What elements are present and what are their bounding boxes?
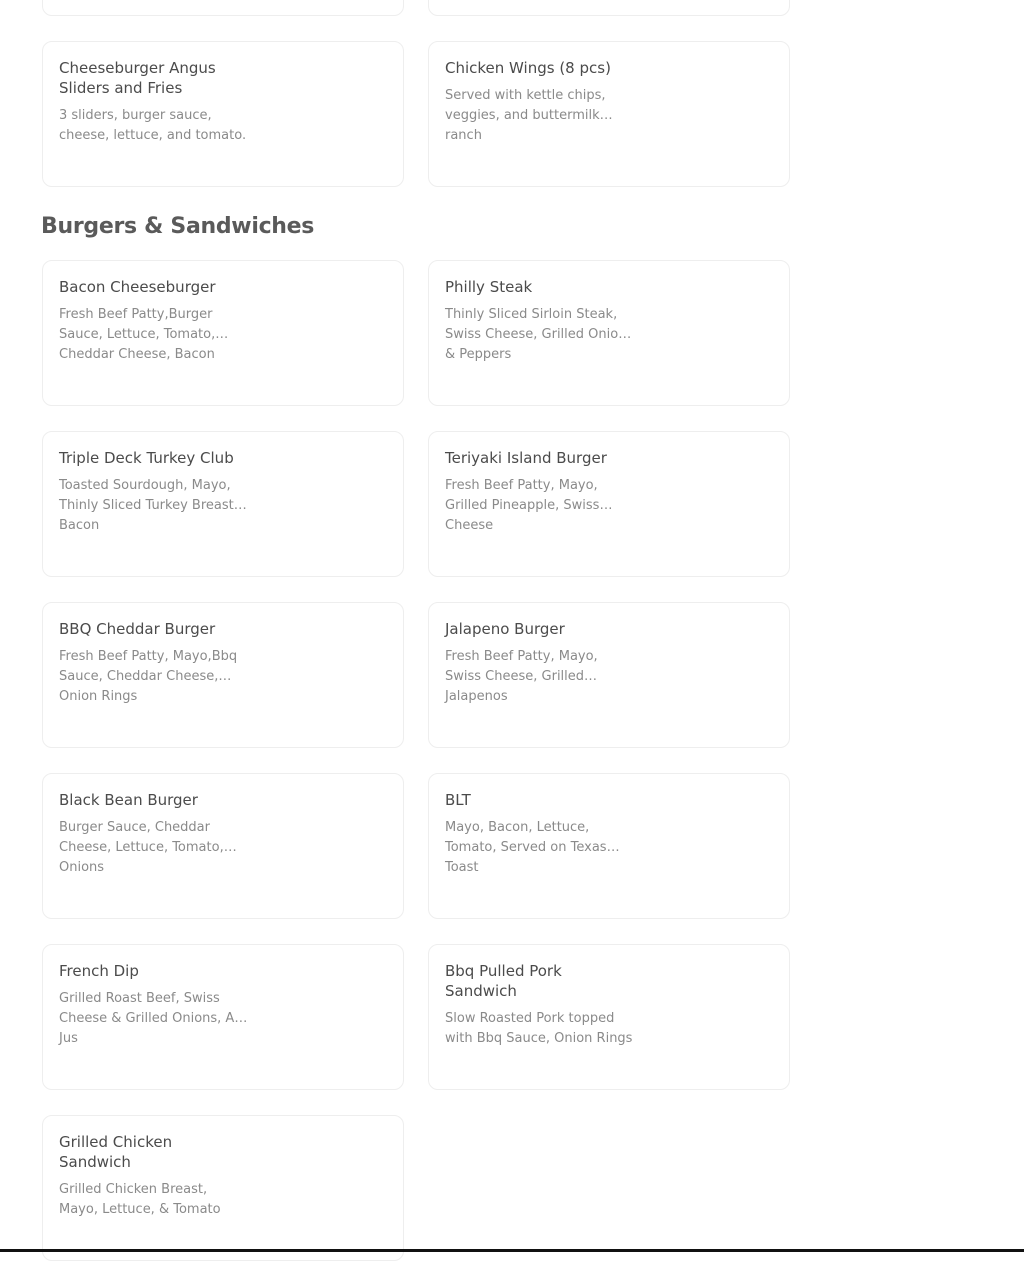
menu-item-description: Grilled Roast Beef, Swiss Cheese & Grilled Onions, Au Jus: [59, 991, 243, 1046]
menu-item-card[interactable]: [42, 41, 404, 187]
menu-item-description: Grilled Chicken Breast, Mayo, Lettuce, & Tomato: [59, 1182, 221, 1217]
menu-item-name: Jalapeno Burger: [445, 620, 565, 638]
menu-item-description: Slow Roasted Pork topped with Bbq Sauce, Onion Rings: [445, 1011, 633, 1046]
menu-item-name: Teriyaki Island Burger: [445, 449, 607, 467]
menu-item-card[interactable]: [428, 944, 790, 1090]
menu-item-name: Triple Deck Turkey Club: [59, 449, 234, 467]
menu-item-description: Fresh Beef Patty, Mayo,Bbq Sauce, Cheddar Cheese, Onion Rings: [59, 649, 238, 704]
menu-item-description: Mayo, Bacon, Lettuce, Tomato, Served on Texas Toast: [445, 820, 607, 875]
menu-item-name: Grilled Chicken Sandwich: [59, 1133, 173, 1171]
menu-item-description: Fresh Beef Patty, Mayo, Swiss Cheese, Grilled Jalapenos: [445, 649, 598, 704]
menu-item-description: 3 sliders, burger sauce, cheese, lettuce, and tomato.: [59, 108, 247, 143]
menu-item-description: Served with kettle chips, veggies, and buttermilk ranch: [445, 88, 606, 143]
menu-item-card[interactable]: [42, 1115, 404, 1261]
menu-item-name: BLT: [445, 791, 471, 809]
menu-item-description: Thinly Sliced Sirloin Steak, Swiss Cheese, Grilled Onions & Peppers: [445, 307, 634, 362]
viewport-bottom-edge: [0, 1249, 1024, 1252]
menu-item-name: Bbq Pulled Pork Sandwich: [445, 962, 562, 1000]
menu-item-card[interactable]: [428, 431, 790, 577]
menu-item-name: Chicken Wings (8 pcs): [445, 59, 611, 77]
menu-item-card[interactable]: [42, 602, 404, 748]
menu-item-description: Fresh Beef Patty, Mayo, Grilled Pineapple, Swiss Cheese: [445, 478, 600, 533]
menu-item-card[interactable]: [428, 602, 790, 748]
menu-item-name: Bacon Cheeseburger: [59, 278, 216, 296]
menu-item-name: BBQ Cheddar Burger: [59, 620, 216, 638]
menu-item-card[interactable]: [42, 260, 404, 406]
menu-item-name: Philly Steak: [445, 278, 533, 296]
menu-item-card[interactable]: [428, 773, 790, 919]
menu-item-description: Fresh Beef Patty,Burger Sauce, Lettuce, Tomato, Cheddar Cheese, Bacon: [59, 307, 216, 362]
menu-item-card[interactable]: [42, 431, 404, 577]
menu-item-card[interactable]: [428, 260, 790, 406]
menu-item-name: French Dip: [59, 962, 139, 980]
menu-item-card[interactable]: [42, 944, 404, 1090]
menu-item-card[interactable]: [428, 41, 790, 187]
menu-item-description: Burger Sauce, Cheddar Cheese, Lettuce, Tomato, Onions: [59, 820, 224, 875]
menu-item-card[interactable]: [42, 773, 404, 919]
menu-item-description: Toasted Sourdough, Mayo, Thinly Sliced Turkey Breast, Bacon: [59, 478, 238, 533]
menu-item-name: Black Bean Burger: [59, 791, 198, 809]
section-title: Burgers & Sandwiches: [41, 214, 315, 239]
menu-item-card[interactable]: [428, 0, 790, 16]
menu-item-card[interactable]: [42, 0, 404, 16]
menu-item-name: Cheeseburger Angus Sliders and Fries: [59, 59, 216, 97]
